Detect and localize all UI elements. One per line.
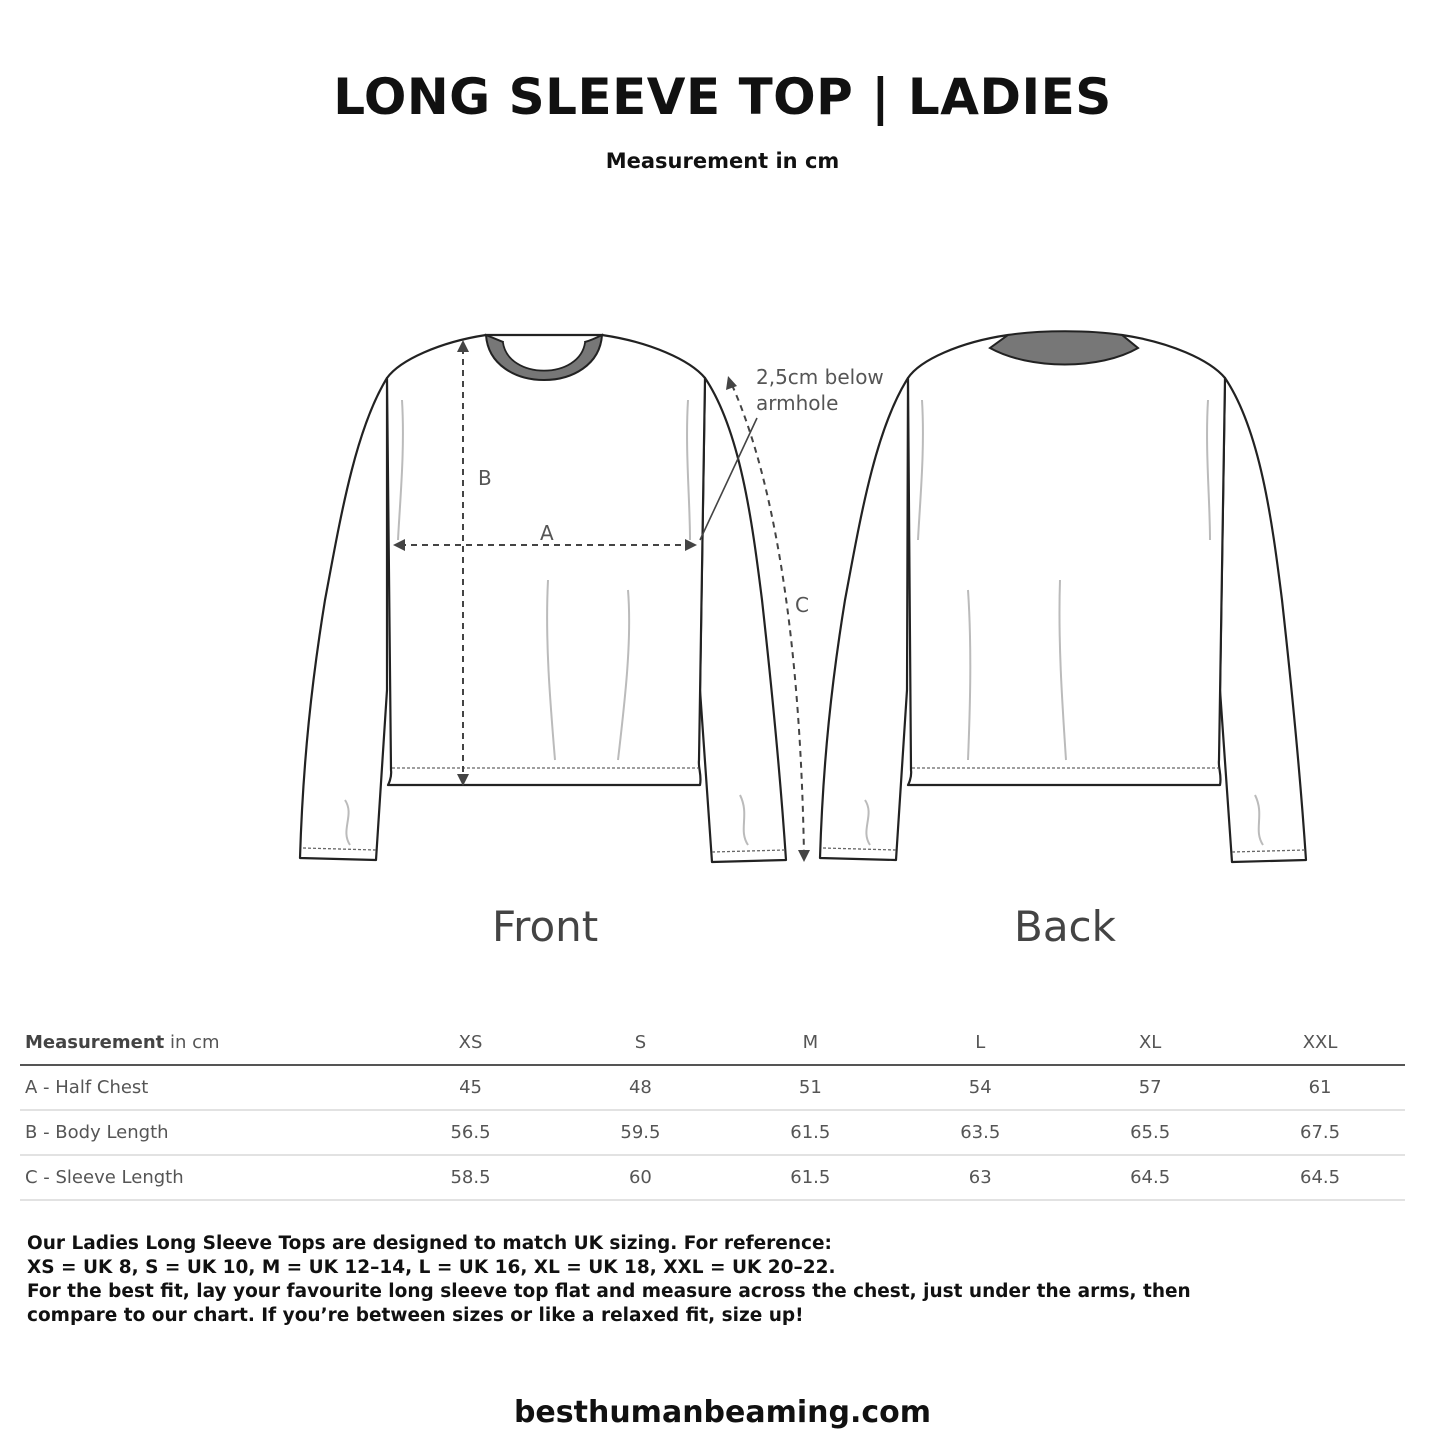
table-cell: 64.5 bbox=[1300, 1167, 1341, 1188]
notes-line-1: Our Ladies Long Sleeve Tops are designed to match UK sizing. For reference: bbox=[27, 1233, 832, 1254]
back-body bbox=[908, 335, 1225, 785]
table-cell: 54 bbox=[968, 1077, 992, 1098]
page-subtitle: Measurement in cm bbox=[605, 149, 840, 173]
size-xxl-header: XXL bbox=[1302, 1031, 1338, 1053]
label-a: A bbox=[540, 521, 554, 545]
table-cell: 48 bbox=[628, 1077, 652, 1098]
notes-line-3: For the best fit, lay your favourite long sleeve top flat and measure across the chest, just under the arms, then compare to our chart. If you’re between sizes or like a relaxed fit, size up! bbox=[27, 1281, 1191, 1326]
arrow-c-bottom bbox=[798, 850, 810, 862]
table-cell: 64.5 bbox=[1130, 1167, 1171, 1188]
table-cell: 65.5 bbox=[1130, 1122, 1171, 1143]
label-c: C bbox=[795, 593, 809, 617]
table-header-label bbox=[20, 1032, 386, 1053]
back-right-sleeve bbox=[1220, 378, 1306, 862]
table-cell: 63 bbox=[968, 1167, 992, 1188]
row-label: B - Body Length bbox=[25, 1122, 169, 1143]
front-left-sleeve bbox=[300, 378, 387, 860]
website-footer: besthumanbeaming.com bbox=[513, 1395, 932, 1430]
size-l-header: L bbox=[975, 1031, 986, 1053]
table-row bbox=[20, 1066, 1405, 1111]
table-cell: 57 bbox=[1138, 1077, 1162, 1098]
table-row bbox=[20, 1156, 1405, 1201]
header-label-rest: in cm bbox=[164, 1031, 220, 1053]
row-label: A - Half Chest bbox=[25, 1077, 149, 1098]
table-cell: 56.5 bbox=[450, 1122, 491, 1143]
front-right-sleeve bbox=[700, 378, 786, 862]
label-b: B bbox=[478, 466, 492, 490]
front-view-label: Front bbox=[492, 902, 599, 951]
notes-line-2: XS = UK 8, S = UK 10, M = UK 12–14, L = UK 16, XL = UK 18, XXL = UK 20–22. bbox=[27, 1257, 836, 1278]
table-cell: 63.5 bbox=[960, 1122, 1001, 1143]
table-cell: 61.5 bbox=[790, 1122, 831, 1143]
size-xs-header: XS bbox=[458, 1031, 483, 1053]
table-cell: 51 bbox=[798, 1077, 822, 1098]
table-cell: 67.5 bbox=[1300, 1122, 1341, 1143]
table-cell: 58.5 bbox=[450, 1167, 491, 1188]
note-line-2: armhole bbox=[756, 391, 839, 415]
row-label: C - Sleeve Length bbox=[25, 1167, 184, 1188]
back-view-label: Back bbox=[1014, 902, 1116, 951]
table-cell: 45 bbox=[459, 1077, 482, 1098]
page-title: LONG SLEEVE TOP | LADIES bbox=[333, 68, 1112, 126]
arrow-c-top bbox=[726, 376, 737, 390]
front-body bbox=[387, 335, 705, 785]
back-left-sleeve bbox=[820, 378, 908, 860]
note-line-1: 2,5cm below bbox=[756, 365, 884, 389]
size-table bbox=[20, 1020, 1405, 1201]
table-cell: 60 bbox=[628, 1167, 652, 1188]
size-xl-header: XL bbox=[1138, 1031, 1162, 1053]
header-label-strong: Measurement bbox=[25, 1031, 165, 1053]
table-cell: 61 bbox=[1308, 1077, 1332, 1098]
table-cell: 59.5 bbox=[620, 1122, 661, 1143]
size-m-header: M bbox=[802, 1031, 819, 1053]
table-header-row bbox=[20, 1020, 1405, 1066]
table-row bbox=[20, 1111, 1405, 1156]
sizing-notes bbox=[27, 1232, 1227, 1328]
size-s-header: S bbox=[634, 1031, 647, 1053]
table-cell: 61.5 bbox=[790, 1167, 831, 1188]
